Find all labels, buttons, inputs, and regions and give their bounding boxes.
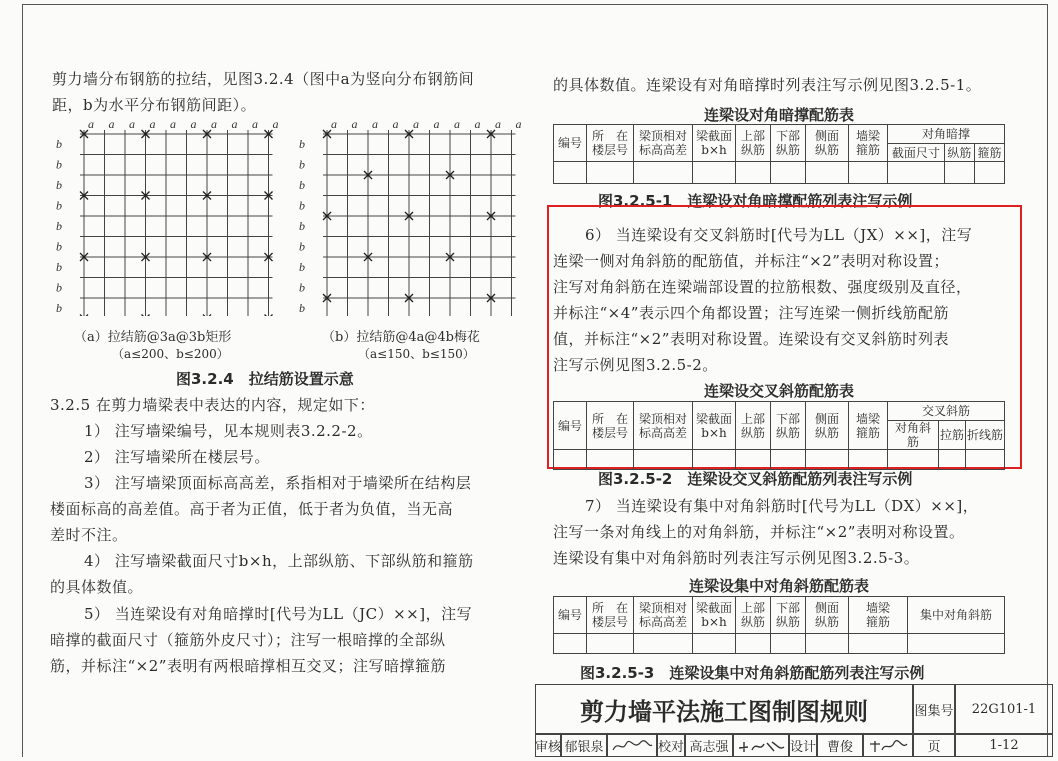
svg-text:b: b (299, 301, 305, 315)
table2-title: 连梁设交叉斜筋配筋表 (703, 382, 854, 400)
svg-text:b: b (299, 219, 305, 233)
item-6-line1: 6） 当连梁设有交叉斜筋时[代号为LL（JX）××]，注写 (585, 226, 973, 244)
design-signature (863, 734, 913, 757)
sub-note-b: （a≤150、b≤150） (358, 347, 475, 361)
item-5-line1: 5） 当连梁设有对角暗撑时[代号为LL（JC）××]，注写 (84, 605, 473, 623)
item-6-line4: 并标注“×4”表示四个角都设置；注写连梁一侧折线筋配筋 (553, 304, 949, 322)
svg-text:a: a (495, 117, 501, 131)
item-3-line2: 楼面标高的高差值。高于者为正值，低于者为负值，当无高 (50, 500, 454, 518)
table-diagonal-brace (553, 124, 1005, 184)
table1-title: 连梁设对角暗撑配筋表 (703, 106, 854, 124)
svg-text:b: b (56, 239, 62, 254)
svg-text:b: b (56, 178, 62, 192)
th-group: 对角暗撑 (888, 125, 1005, 144)
th-sub: 对角斜筋 (888, 421, 939, 450)
svg-text:a: a (88, 117, 94, 131)
th-sub: 箍筋 (974, 144, 1004, 162)
page-border-right (1047, 4, 1048, 757)
table3-caption: 图3.2.5-3 连梁设集中对角斜筋配筋列表注写示例 (580, 664, 925, 682)
th-floor: 所 在 楼层号 (587, 125, 634, 162)
item-5-line2: 暗撑的截面尺寸（箍筋外皮尺寸）；注写一根暗撑的全部纵 (50, 631, 446, 649)
svg-text:a: a (351, 117, 358, 131)
th-floor: 所 在 楼层号 (587, 597, 634, 634)
title-block (535, 684, 1053, 757)
th-group: 交叉斜筋 (888, 402, 1005, 421)
design-name: 曹俊 (817, 734, 863, 757)
th-section: 梁截面 b×h (693, 125, 736, 162)
figure-caption-3-2-4: 图3.2.4 拉结筋设置示意 (176, 370, 354, 388)
page-border-top (22, 4, 1048, 5)
svg-text:a: a (129, 117, 135, 131)
th-side-bar: 侧面 纵筋 (806, 597, 849, 634)
table2-caption: 图3.2.5-2 连梁设交叉斜筋配筋列表注写示例 (598, 470, 913, 488)
svg-text:a: a (170, 117, 176, 131)
sub-caption-a: （a）拉结筋@3a@3b矩形 (74, 330, 232, 345)
svg-text:b: b (56, 260, 62, 274)
design-label: 设计 (789, 734, 817, 757)
page-number: 1-12 (955, 734, 1053, 757)
page-border-left (22, 4, 23, 757)
th-bot-bar: 下部 纵筋 (771, 125, 806, 162)
item-3-line3: 差时不注。 (50, 526, 128, 544)
th-elev: 梁顶相对 标高高差 (634, 125, 693, 162)
th-stirrup: 墙梁 箍筋 (849, 125, 888, 162)
right-top-line: 的具体数值。连梁设有对角暗撑时列表注写示例见图3.2.5-1。 (553, 76, 982, 94)
th-stirrup: 墙梁 箍筋 (849, 597, 908, 634)
drawing-title: 剪力墙平法施工图制图规则 (535, 684, 913, 734)
check-label: 校对 (657, 734, 685, 757)
svg-text:b: b (299, 280, 305, 295)
table-cross-diagonal (553, 401, 1005, 470)
svg-text:a: a (392, 117, 399, 131)
item-7-line1: 7） 当连梁设有集中对角斜筋时[代号为LL（DX）××]， (585, 497, 979, 515)
th-side-bar: 侧面 纵筋 (806, 402, 849, 450)
svg-text:b: b (299, 137, 305, 151)
th-elev: 梁顶相对 标高高差 (634, 597, 693, 634)
th-group: 集中对角斜筋 (908, 597, 1005, 634)
svg-text:a: a (252, 117, 258, 131)
item-6-line2: 连梁一侧对角斜筋的配筋值，并标注“×2”表明对称设置； (553, 252, 949, 270)
th-floor: 所 在 楼层号 (587, 402, 634, 450)
item-1: 1） 注写墙梁编号，见本规则表3.2.2-2。 (84, 422, 373, 440)
svg-text:a: a (454, 117, 460, 131)
th-no: 编号 (554, 597, 587, 634)
item-3-line1: 3） 注写墙梁顶面标高高差，系指相对于墙梁所在结构层 (84, 474, 472, 492)
svg-text:a: a (331, 117, 337, 131)
item-6-line5: 值，并标注“×2”表明对称设置。连梁设有交叉斜筋时列表 (553, 330, 949, 348)
svg-text:b: b (56, 157, 62, 172)
th-stirrup: 墙梁 箍筋 (849, 402, 888, 450)
sub-caption-b: （b）拉结筋@4a@4b梅花 (322, 330, 480, 345)
table1-caption: 图3.2.5-1 连梁设对角暗撑配筋列表注写示例 (598, 192, 913, 210)
th-no: 编号 (554, 125, 587, 162)
para-tie-bar-line1: 剪力墙分布钢筋的拉结，见图3.2.4（图中a为竖向分布钢筋间 (52, 70, 475, 88)
review-label: 审核 (535, 734, 561, 757)
check-name: 高志强 (685, 734, 733, 757)
atlas-label: 图集号 (913, 684, 955, 734)
th-top-bar: 上部 纵筋 (736, 597, 771, 634)
svg-text:a: a (433, 117, 440, 131)
atlas-number: 22G101-1 (955, 684, 1053, 734)
page-label: 页 (913, 734, 955, 757)
th-sub: 折线筋 (965, 421, 1004, 450)
svg-text:a: a (515, 117, 522, 131)
th-top-bar: 上部 纵筋 (736, 125, 771, 162)
svg-text:b: b (56, 280, 62, 295)
item-2: 2） 注写墙梁所在楼层号。 (84, 448, 270, 466)
table3-title: 连梁设集中对角斜筋配筋表 (688, 577, 869, 595)
item-5-line3: 筋，并标注“×2”表明有两根暗撑相互交叉；注写暗撑箍筋 (50, 657, 446, 675)
th-section: 梁截面 b×h (693, 597, 736, 634)
th-section: 梁截面 b×h (693, 402, 736, 450)
th-bot-bar: 下部 纵筋 (771, 402, 806, 450)
th-top-bar: 上部 纵筋 (736, 402, 771, 450)
review-name: 郁银泉 (561, 734, 607, 757)
svg-text:b: b (299, 239, 305, 254)
svg-text:a: a (149, 117, 156, 131)
th-bot-bar: 下部 纵筋 (771, 597, 806, 634)
th-elev: 梁顶相对 标高高差 (634, 402, 693, 450)
svg-text:a: a (190, 117, 197, 131)
table-concentrated-diagonal (553, 596, 1005, 654)
svg-text:b: b (299, 157, 305, 172)
check-signature (733, 734, 789, 757)
review-signature (607, 734, 657, 757)
section-3-2-5-title: 3.2.5 在剪力墙梁表中表达的内容，规定如下： (50, 396, 375, 414)
svg-text:b: b (56, 137, 62, 151)
para-tie-bar-line2: 距，b为水平分布钢筋间距）。 (52, 96, 257, 114)
th-sub: 纵筋 (944, 144, 974, 162)
item-6-line6: 注写示例见图3.2.5-2。 (553, 356, 718, 374)
svg-text:a: a (413, 117, 419, 131)
item-7-line2: 注写一条对角线上的对角斜筋，并标注“×2”表明对称设置。 (553, 523, 965, 541)
svg-text:b: b (299, 178, 305, 192)
svg-text:a: a (211, 117, 217, 131)
svg-text:b: b (299, 198, 305, 213)
th-side-bar: 侧面 纵筋 (806, 125, 849, 162)
item-7-line3: 连梁设有集中对角斜筋时列表注写示例见图3.2.5-3。 (553, 549, 920, 567)
svg-text:b: b (56, 198, 62, 213)
svg-text:b: b (56, 219, 62, 233)
th-sub: 截面尺寸 (888, 144, 945, 162)
sub-note-a: （a≤200、b≤200） (112, 347, 229, 361)
svg-text:a: a (372, 117, 378, 131)
svg-text:a: a (474, 117, 481, 131)
svg-text:a: a (108, 117, 115, 131)
svg-text:a: a (231, 117, 238, 131)
item-6-line3: 注写对角斜筋在连梁端部设置的拉筋根数、强度级别及直径， (553, 278, 972, 296)
item-4-line1: 4） 注写墙梁截面尺寸b×h，上部纵筋、下部纵筋和箍筋 (84, 552, 474, 570)
th-sub: 拉筋 (938, 421, 965, 450)
th-no: 编号 (554, 402, 587, 450)
svg-text:b: b (299, 260, 305, 274)
svg-text:b: b (56, 301, 62, 315)
item-4-line2: 的具体数值。 (50, 578, 144, 596)
svg-text:a: a (272, 117, 279, 131)
